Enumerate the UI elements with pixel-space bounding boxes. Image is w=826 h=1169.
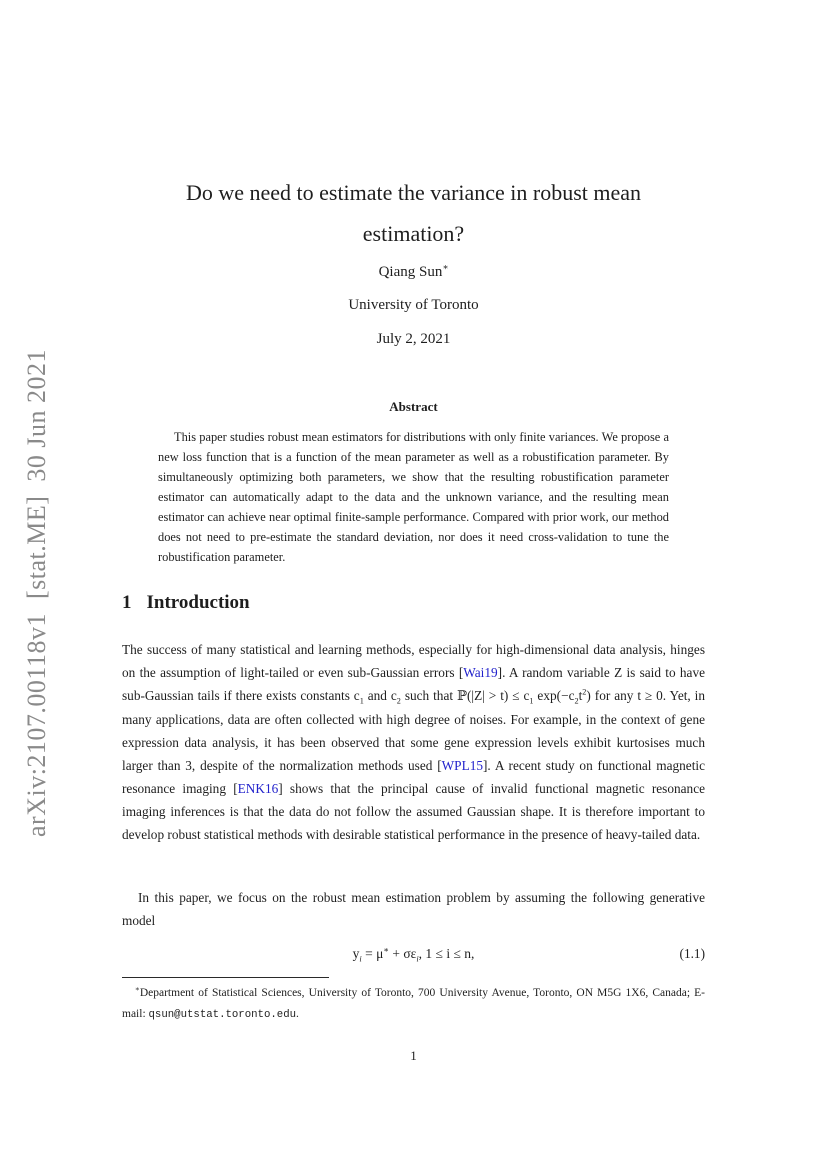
citation-link-ENK16[interactable]: ENK16 <box>237 781 279 796</box>
paper-title-text: Do we need to estimate the variance in robust mean estimation? <box>185 180 642 246</box>
text-run: (| <box>466 688 475 703</box>
text-run: ) for any <box>586 688 638 703</box>
citation-link-WPL15[interactable]: WPL15 <box>441 758 483 773</box>
text-run: exp(− <box>533 688 569 703</box>
text-run: Qiang Sun <box>378 264 443 280</box>
section-number: 1 <box>122 592 132 613</box>
equation-body <box>352 945 475 964</box>
text-run: , 1 ≤ <box>418 946 447 961</box>
citation-link-Wai19[interactable]: Wai19 <box>463 665 498 680</box>
intro-paragraph-2: In this paper, we focus on the robust mean estimation problem by assuming the following generative model <box>122 890 705 928</box>
text-run: ]. A recent study on functional magnetic resonance imaging [ <box>122 758 705 796</box>
text-run: ∗ <box>135 985 140 994</box>
text-run: and <box>363 688 391 703</box>
text-run: t <box>500 688 504 703</box>
text-run: ≥ 0. Yet, in many applications, data are often collected with high degree of noises. For example, in the context of gene expression data analysis, it has been observed that some gene expression levels exhibit kurtosises much larger than 3, despite of the normalization methods used [ <box>122 688 706 773</box>
equation-tag: (1.1) <box>679 946 705 961</box>
footnote-text <box>122 983 705 1026</box>
text-run: n <box>464 946 472 961</box>
text-run: i <box>359 954 362 964</box>
text-run: The success of many statistical and learning methods, especially for high-dimensional data analysis, hinges on the assumption of light-tailed or even sub-Gaussian errors [ <box>122 642 705 680</box>
section-heading <box>122 592 705 614</box>
text-run: such that <box>400 688 457 703</box>
abstract-heading: Abstract <box>389 399 438 414</box>
text-run: μ <box>376 946 384 961</box>
text-run: i <box>416 954 419 964</box>
text-run: 2 <box>396 696 401 706</box>
paper-title <box>122 172 705 254</box>
intro-paragraph-1 <box>122 638 705 846</box>
page-number: 1 <box>410 1048 417 1063</box>
text-run: 2 <box>574 696 579 706</box>
text-run: qsun@utstat.toronto.edu <box>148 1009 297 1021</box>
affiliation-line: University of Toronto <box>348 297 479 313</box>
text-run: = <box>361 946 377 961</box>
text-run: Department of Statistical Sciences, University of Toronto, 700 University Avenue, Toronto, ON M5G 1X6, Canada; E-mail: <box>122 987 705 1020</box>
text-run: t <box>637 688 642 703</box>
text-run: σε <box>403 946 417 961</box>
author-line <box>122 264 705 281</box>
text-run: ) ≤ <box>503 688 524 703</box>
text-run: , <box>471 946 475 961</box>
text-run: is said to have sub-Gaussian tails if there exists constants <box>122 665 706 703</box>
text-run: | > <box>482 688 501 703</box>
arxiv-watermark: arXiv:2107.00118v1 [stat.ME] 30 Jun 2021 <box>22 349 51 837</box>
text-run: + <box>389 946 404 961</box>
text-run: c <box>353 688 360 703</box>
text-run: . <box>296 1008 299 1020</box>
date-line: July 2, 2021 <box>376 331 451 347</box>
text-run: c <box>390 688 397 703</box>
text-run: 1 <box>529 696 534 706</box>
text-run: y <box>352 946 360 961</box>
text-run: ∗ <box>383 945 389 955</box>
text-run: i <box>446 946 451 961</box>
text-run: ] shows that the principal cause of invalid functional magnetic resonance imaging inferences is that the data do not follow the assumed Gaussian shape. It is therefore important to develop robust statistical methods with desirable statistical performance in the presence of heavy-tailed data. <box>122 781 705 842</box>
text-run: ∗ <box>442 262 449 272</box>
text-run: c <box>523 688 530 703</box>
equation-1-1 <box>122 946 705 970</box>
text-run: ]. A random variable <box>497 665 615 680</box>
section-title: Introduction <box>146 592 250 613</box>
text-run: c <box>568 688 575 703</box>
text-run: ≤ <box>450 946 465 961</box>
text-run: 1 <box>359 696 364 706</box>
text-run: Z <box>474 688 483 703</box>
footnote-rule <box>122 977 329 978</box>
page-content <box>122 0 705 1169</box>
text-run: 2 <box>582 687 587 697</box>
text-run: t <box>578 688 583 703</box>
text-run: ℙ <box>456 689 467 704</box>
text-run: Z <box>614 665 623 680</box>
abstract-text: This paper studies robust mean estimators for distributions with only finite variances. We propose a new loss function that is a function of the mean parameter as well as a robustification parameter. By simultaneously optimizing both parameters, we show that the resulting robustification parameter estimator can automatically adapt to the data and the unknown variance, and the resulting mean estimator can achieve near optimal finite-sample performance. Compared with prior work, our method does not need to pre-estimate the standard deviation, nor does it need cross-validation to tune the robustification parameter. <box>158 430 669 564</box>
